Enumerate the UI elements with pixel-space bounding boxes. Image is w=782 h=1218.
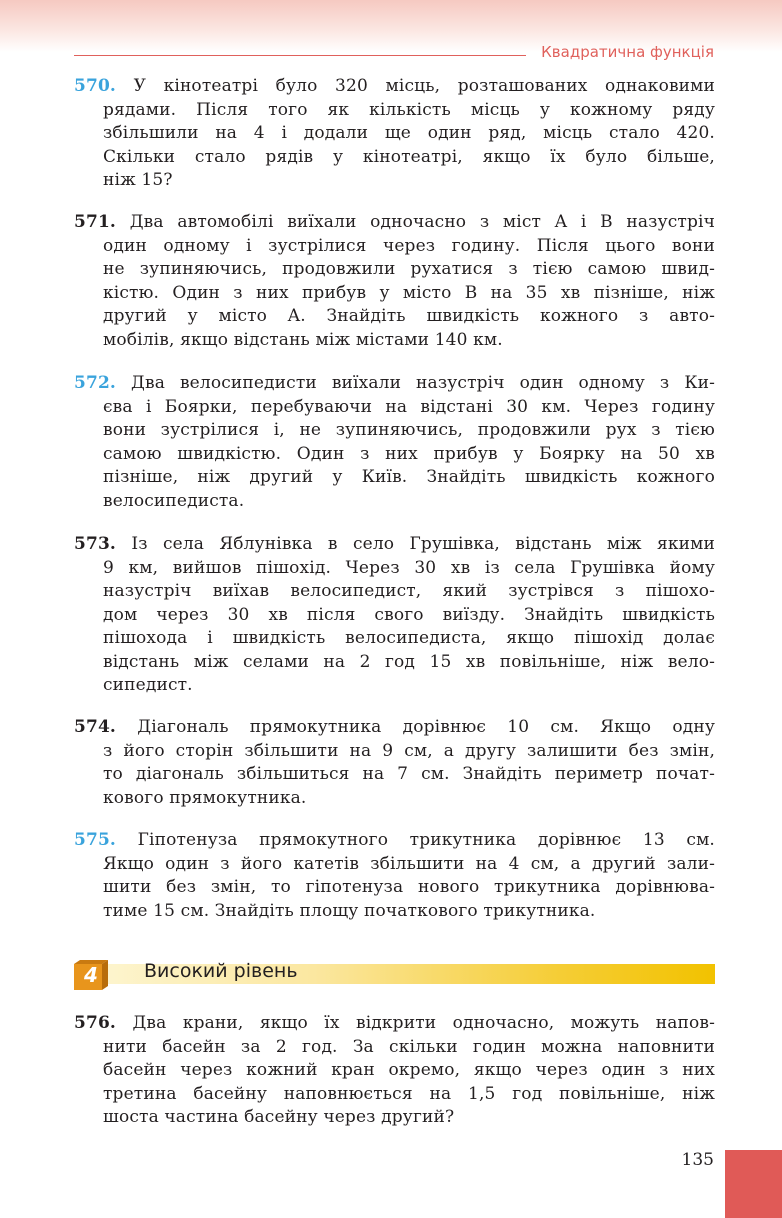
problem-line: 574. Діагональ прямокутника дорівнює 10 см. Якщо одну: [74, 717, 716, 737]
problem-line: кового прямокутника.: [103, 787, 307, 808]
level-title: Високий рівень: [144, 960, 298, 982]
problem-line: шити без змін, то гіпотенуза нового трикутника дорівнюва-: [103, 877, 715, 897]
problem-line: 9 км, вийшов пішохід. Через 30 хв із села Грушівка йому: [103, 557, 715, 578]
problem-574: [74, 716, 715, 810]
problem-573: [74, 533, 715, 698]
problem-572: [74, 372, 715, 513]
problem-line: відстань між селами на 2 год 15 хв повільніше, ніж вело-: [103, 651, 715, 672]
problem-line: третина басейну наповнюється на 1,5 год повільніше, ніж: [103, 1083, 715, 1104]
problem-570: [74, 75, 715, 193]
problem-line: 571. Два автомобілі виїхали одночасно з міст A і B назустріч: [74, 212, 715, 232]
problem-number: 573.: [74, 534, 117, 554]
problem-576: [74, 1012, 715, 1130]
level-badge-icon: [74, 960, 108, 990]
level-number: 4: [84, 963, 98, 987]
problem-line: шоста частина басейну через другий?: [103, 1107, 455, 1127]
problem-line: Скільки стало рядів у кінотеатрі, якщо їх було більше,: [103, 146, 715, 167]
problem-number: 575.: [74, 830, 117, 850]
problem-571: [74, 211, 715, 352]
problem-line: тиме 15 см. Знайдіть площу початкового трикутника.: [103, 900, 596, 921]
problem-line: мобілів, якщо відстань між містами 140 км.: [103, 329, 503, 350]
level-banner: [74, 960, 715, 988]
problem-line: єва і Боярки, перебуваючи на відстані 30 км. Через годину: [103, 396, 715, 417]
problem-line: сипедист.: [103, 675, 193, 695]
problem-line: то діагональ збільшиться на 7 см. Знайдіть периметр почат-: [103, 764, 715, 784]
problem-line: ніж 15?: [103, 170, 173, 190]
problem-line: один одному і зустрілися через годину. Після цього вони: [103, 235, 715, 256]
problem-line: 572. Два велосипедисти виїхали назустріч один одному з Ки-: [74, 373, 715, 393]
problem-line: збільшили на 4 і додали ще один ряд, місць стало 420.: [103, 123, 715, 143]
problem-number: 576.: [74, 1013, 117, 1033]
problem-line: пішохода і швидкість велосипедиста, якщо пішохід долає: [103, 628, 715, 648]
page-number: 135: [681, 1150, 714, 1170]
corner-tab: [725, 1150, 782, 1218]
problem-number: 570.: [74, 76, 117, 96]
problem-line: 570. У кінотеатрі було 320 місць, розташованих однаковими: [74, 76, 716, 96]
problem-line: дом через 30 хв після свого виїзду. Знайдіть швидкість: [103, 604, 715, 625]
problem-line: назустріч виїхав велосипедист, який зустрівся з пішохо-: [103, 581, 715, 601]
chapter-title: Квадратична функція: [541, 43, 714, 61]
problem-line: з його сторін збільшити на 9 см, а другу залишити без змін,: [103, 740, 715, 761]
problem-line: самою швидкістю. Один з них прибув у Боярку на 50 хв: [103, 443, 715, 464]
problem-line: басейн через кожний кран окремо, якщо через один з них: [103, 1060, 715, 1080]
problem-575: [74, 829, 715, 923]
problem-number: 572.: [74, 373, 117, 393]
problem-line: кістю. Один з них прибув у місто B на 35 хв пізніше, ніж: [103, 282, 715, 303]
problem-line: 575. Гіпотенуза прямокутного трикутника дорівнює 13 см.: [74, 830, 715, 850]
problem-line: не зупиняючись, продовжили рухатися з тією самою швид-: [103, 259, 715, 279]
problem-number: 574.: [74, 717, 117, 737]
header-rule: [74, 55, 526, 56]
problem-line: вони зустрілися і, не зупиняючись, продовжили рух з тією: [103, 420, 715, 440]
problem-line: рядами. Після того як кількість місць у кожному ряду: [103, 99, 715, 120]
problem-number: 571.: [74, 212, 117, 232]
problem-line: нити басейн за 2 год. За скільки годин можна наповнити: [103, 1036, 715, 1057]
problem-line: 573. Із села Яблунівка в село Грушівка, відстань між якими: [74, 534, 715, 554]
problem-line: другий у місто A. Знайдіть швидкість кожного з авто-: [103, 306, 715, 326]
problem-line: 576. Два крани, якщо їх відкрити одночасно, можуть напов-: [74, 1013, 715, 1033]
problem-line: пізніше, ніж другий у Київ. Знайдіть швидкість кожного: [103, 467, 715, 487]
problem-line: велосипедиста.: [103, 490, 245, 511]
problem-line: Якщо один з його катетів збільшити на 4 см, а другий зали-: [103, 853, 715, 874]
